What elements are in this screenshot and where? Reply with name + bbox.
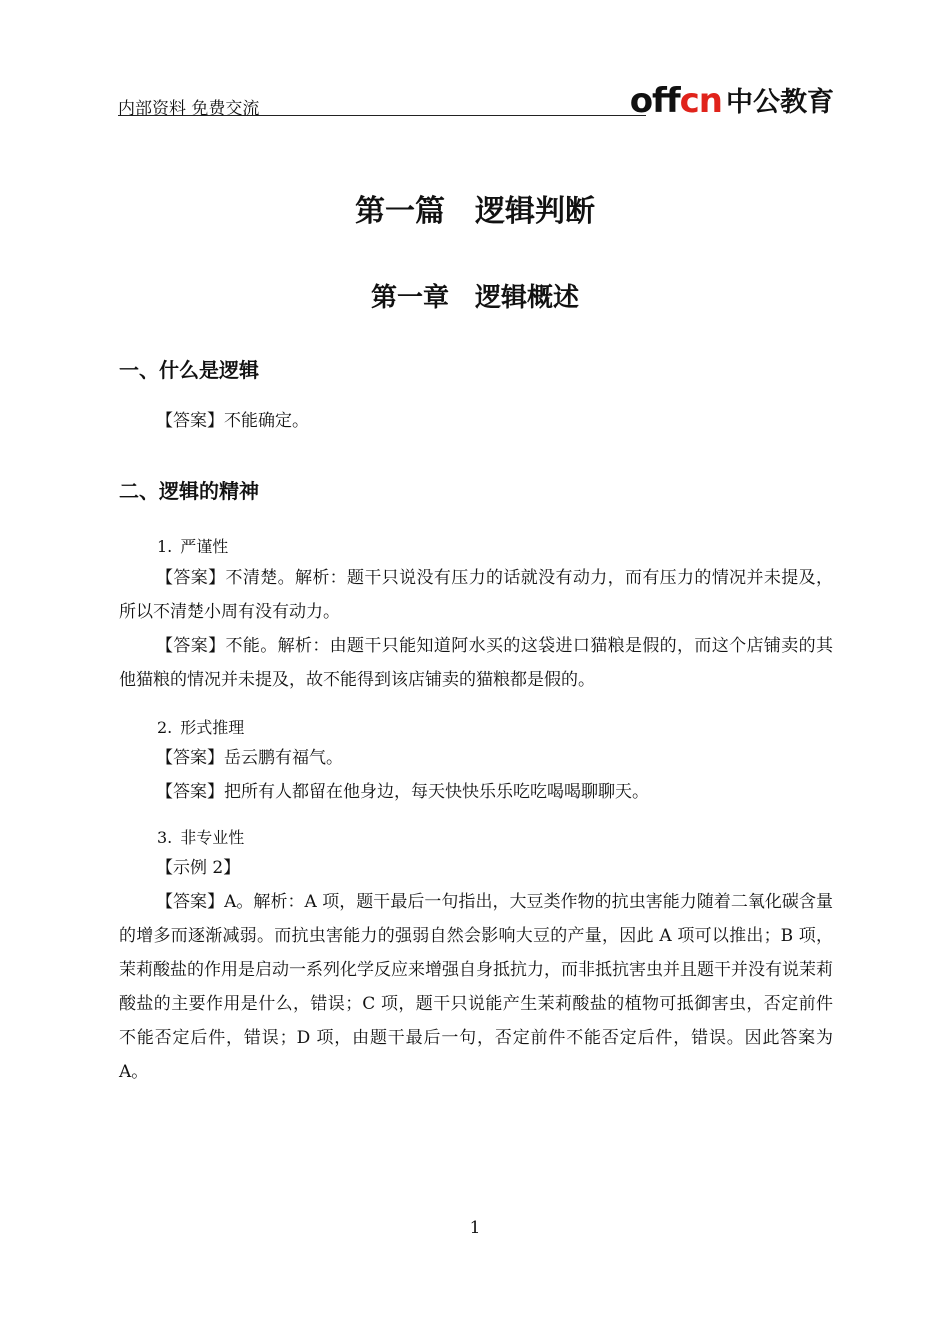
- chapter-title: 第一章 逻辑概述: [370, 283, 579, 313]
- answer-paragraph: 【答案】不清楚。解析：题干只说没有压力的话就没有动力，而有压力的情况并未提及，所以不清楚小周有没有动力。: [119, 568, 833, 622]
- page-number: 1: [469, 1218, 481, 1238]
- answer-paragraph: 【答案】A。解析：A 项，题干最后一句指出，大豆类作物的抗虫害能力随着二氧化碳含量的增多而逐渐减弱。而抗虫害能力的强弱自然会影响大豆的产量，因此 A 项可以推出；B 项，茉莉酸盐的作用是启动一系列化学反应来增强自身抵抗力，而非抵抗害虫并且题干并没有说茉莉酸盐的主要作用是什么，错误；C 项，题干只说能产生茉莉酸盐的植物可抵御害虫，否定前件不能否定后件，错误；D 项，由题干最后一句，否定前件不能否定后件，错误。因此答案为 A。: [119, 892, 833, 1082]
- section-heading-1: 一、什么是逻辑: [119, 358, 259, 382]
- answer-line: 【答案】把所有人都留在他身边，每天快快乐乐吃吃喝喝聊聊天。: [156, 782, 649, 802]
- page-header: [118, 78, 834, 121]
- answer-line: 【答案】岳云鹏有福气。: [156, 748, 343, 768]
- offcn-logo-mark: offcn: [629, 81, 722, 121]
- brand-name: 中公教育: [726, 87, 834, 118]
- subsection-heading-rigor: 1. 严谨性: [157, 537, 229, 556]
- header-caption: 内部资料 免费交流: [118, 99, 260, 119]
- header-rule: [118, 115, 646, 116]
- part-title: 第一篇 逻辑判断: [355, 194, 595, 229]
- example-label: 【示例 2】: [156, 858, 241, 878]
- section-heading-2: 二、逻辑的精神: [119, 479, 259, 503]
- subsection-heading-formal-reasoning: 2. 形式推理: [157, 718, 245, 737]
- answer-what-is-logic: 【答案】不能确定。: [156, 411, 309, 431]
- subsection-heading-non-professional: 3. 非专业性: [157, 828, 245, 847]
- answer-paragraph: 【答案】不能。解析：由题干只能知道阿水买的这袋进口猫粮是假的，而这个店铺卖的其他猫粮的情况并未提及，故不能得到该店铺卖的猫粮都是假的。: [119, 636, 833, 690]
- brand-logo: [629, 78, 834, 121]
